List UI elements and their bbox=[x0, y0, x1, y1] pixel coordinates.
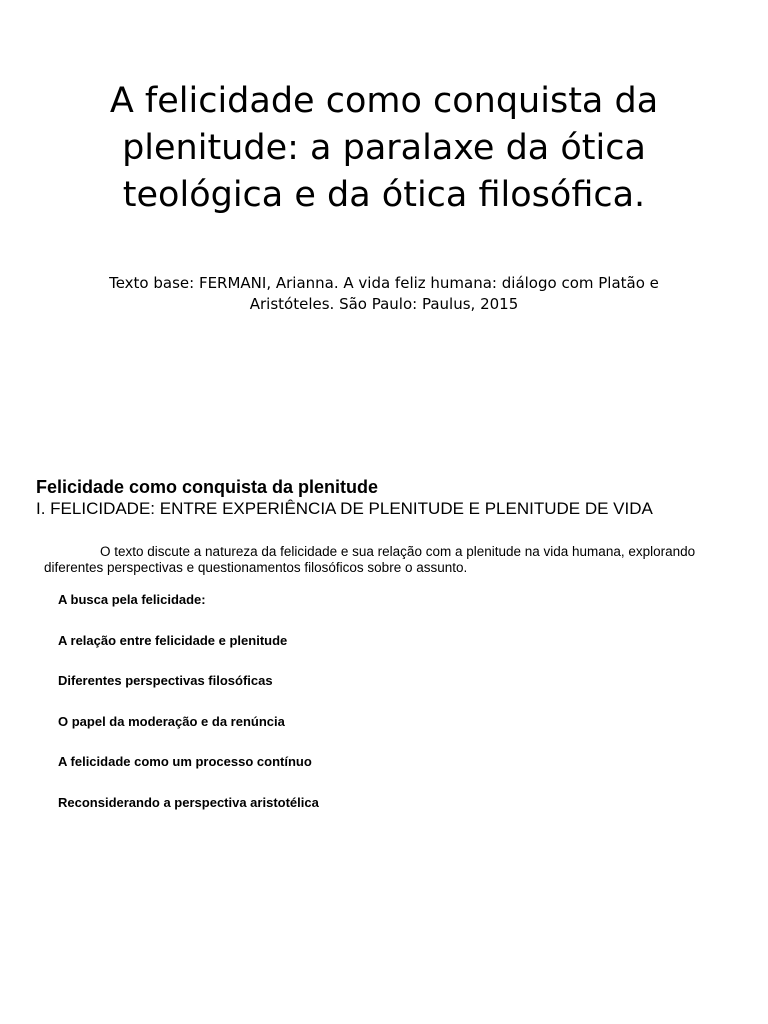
slide-title: A felicidade como conquista da plenitude: a paralaxe da ótica teológica e da ótica filosófica. bbox=[109, 81, 659, 215]
topic-item: Diferentes perspectivas filosóficas bbox=[58, 673, 273, 688]
slide-subtitle: Texto base: FERMANI, Arianna. A vida feliz humana: diálogo com Platão e Aristóteles. São Paulo: Paulus, 2015 bbox=[109, 274, 659, 313]
topic-item: A relação entre felicidade e plenitude bbox=[58, 632, 288, 648]
intro-paragraph: O texto discute a natureza da felicidade e sua relação com a plenitude na vida humana, explorando diferentes perspectivas e questionamentos filosóficos sobre o assunto. bbox=[44, 544, 696, 575]
topic-item: Reconsiderando a perspectiva aristotélica bbox=[58, 794, 319, 810]
summary-heading: Felicidade como conquista da plenitude bbox=[36, 477, 379, 497]
section-title: I. FELICIDADE: ENTRE EXPERIÊNCIA DE PLENITUDE E PLENITUDE DE VIDA bbox=[36, 499, 653, 518]
summary-section bbox=[36, 476, 748, 833]
topic-list bbox=[58, 590, 748, 813]
title-slide bbox=[0, 0, 768, 440]
topic-item: A busca pela felicidade: bbox=[58, 592, 206, 607]
topic-item: A felicidade como um processo contínuo bbox=[58, 754, 312, 769]
topic-item: O papel da moderação e da renúncia bbox=[58, 713, 285, 729]
